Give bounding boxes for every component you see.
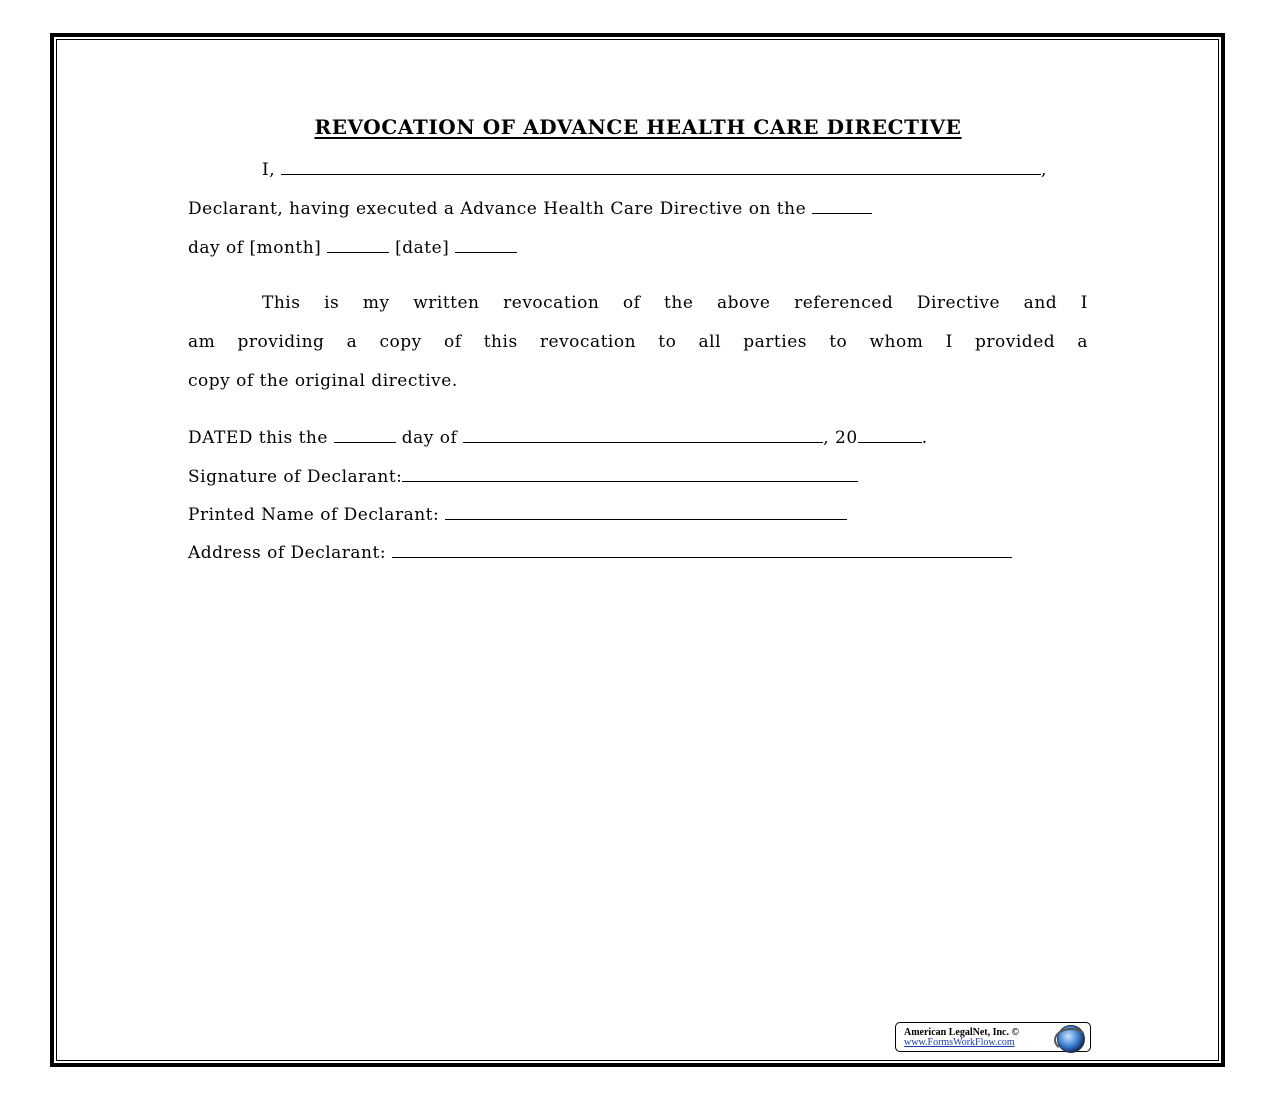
intro-line-1 [262, 157, 1047, 181]
paragraph-line-3: copy of the original directive. [188, 371, 458, 391]
intro-prefix: I, [262, 160, 276, 180]
printed-name-line [188, 502, 847, 526]
declarant-name-blank[interactable] [281, 157, 1041, 175]
printed-name-label: Printed Name of Declarant: [188, 505, 440, 525]
document-title: REVOCATION OF ADVANCE HEALTH CARE DIRECTIVE [314, 115, 962, 139]
dated-line [188, 425, 928, 449]
intro-line-2-text: Declarant, having executed a Advance Health Care Directive on the [188, 199, 807, 219]
signature-line [188, 464, 858, 488]
logo-url-link[interactable]: www.FormsWorkFlow.com [904, 1037, 1015, 1048]
intro-line-2 [188, 196, 872, 220]
dated-year-prefix: , 20 [823, 428, 858, 448]
date-blank[interactable] [455, 235, 517, 253]
dated-year-blank[interactable] [858, 425, 922, 443]
paragraph-line-2: am providing a copy of this revocation to all parties to whom I provided a [188, 332, 1088, 352]
date-label: [date] [395, 238, 450, 258]
executed-day-blank[interactable] [812, 196, 872, 214]
address-blank[interactable] [392, 540, 1012, 558]
logo-company: American LegalNet, Inc. © [904, 1027, 1019, 1038]
month-blank[interactable] [327, 235, 389, 253]
intro-suffix: , [1041, 160, 1047, 180]
signature-label: Signature of Declarant: [188, 467, 403, 487]
dated-middle: day of [401, 428, 458, 448]
address-label: Address of Declarant: [188, 543, 387, 563]
signature-blank[interactable] [402, 464, 858, 482]
paragraph-line-1: This is my written revocation of the above referenced Directive and I [262, 293, 1088, 313]
dated-month-blank[interactable] [463, 425, 823, 443]
dated-day-blank[interactable] [334, 425, 396, 443]
globe-icon [1057, 1025, 1085, 1053]
address-line [188, 540, 1012, 564]
intro-line-3 [188, 235, 517, 259]
dated-prefix: DATED this the [188, 428, 328, 448]
month-label: day of [month] [188, 238, 322, 258]
dated-end: . [921, 428, 928, 448]
american-legalnet-logo[interactable] [895, 1022, 1091, 1052]
printed-name-blank[interactable] [445, 502, 847, 520]
